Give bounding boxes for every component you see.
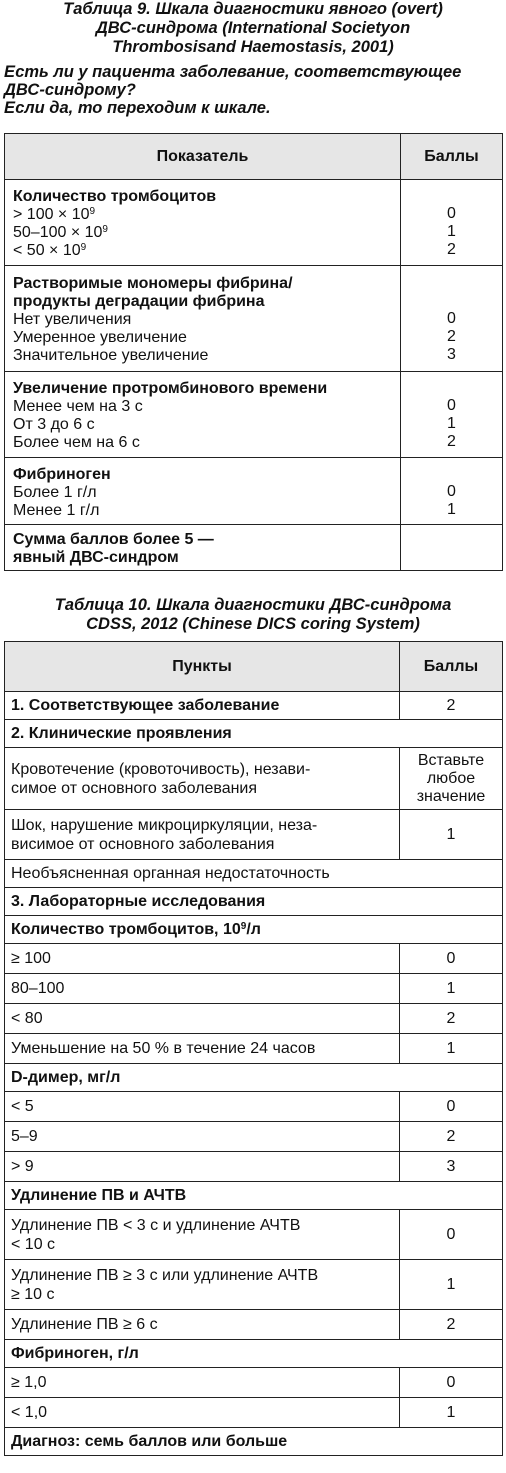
fibrinogen-r1: Более 1 г/л [13,483,97,501]
row-s3: 3. Лабораторные исследования [5,888,503,916]
row-dd-title: D-димер, мг/л [5,1064,503,1092]
platelets-title: Количество тромбоцитов [13,188,217,205]
pt-labels [5,372,401,458]
row-ptt-3: Удлинение ПВ ≥ 6 с 2 [5,1310,503,1340]
row-diagnosis: Диагноз: семь баллов или больше [5,1428,503,1456]
pt-r2: От 3 до 6 с [13,416,95,433]
question-line1: Есть ли у пациента заболевание, соответствующее [4,63,462,81]
row-fib-0: ≥ 1,0 0 [5,1368,503,1398]
platelets-r2: $50-100 \times 10^9$ [13,224,108,241]
platelets-r3: < $50 \times 10^9$ [13,242,87,259]
fibrin-title-1: Растворимые мономеры фибрина/ [13,275,293,292]
row-plt-1: 80–100 1 [5,974,503,1004]
table9-row-fibrin [5,266,503,372]
fibrin-labels [5,266,401,372]
row-ptt-title: Удлинение ПВ и АЧТВ [5,1182,503,1210]
table10-caption [0,596,506,634]
fibrin-scores: 0 2 3 [401,266,503,372]
pt-r3: Более чем на 6 с [13,434,140,451]
question-line2: ДВС-синдрому? [4,81,136,99]
fibrin-title-2: продукты деградации фибрина [13,293,265,310]
table9-header-points: Баллы [401,134,503,180]
row-plt-title: Количество тромбоцитов, $10^9/л$ [5,916,503,944]
sum-score [401,525,503,571]
fibrinogen-r2: Менее 1 г/л [13,501,100,519]
row-plt-0: ≥ 100 0 [5,944,503,974]
fibrin-r1: Нет увеличения [13,311,132,328]
row-s2: 2. Клинические проявления [5,720,503,748]
table9-row-sum [5,525,503,571]
table10-caption-line1: Таблица 10. Шкала диагностики ДВС-синдрома [54,596,452,614]
table9-row-platelets [5,180,503,266]
row-organ: Необъясненная органная недостаточность [5,860,503,888]
table9-caption-line1: Таблица 9. Шкала диагностики явного (overt) [63,0,443,18]
fibrin-r3: Значительное увеличение [13,347,209,364]
platelets-r1: > $100 \times 10^9$ [13,206,96,223]
row-bleeding: Кровотечение (кровоточивость), незави- симое от основного заболевания Вставьте любое значение [5,748,503,810]
table10-header-points: Баллы [400,642,503,692]
table9-caption [0,0,506,57]
fibrinogen-title: Фибриноген [13,465,111,483]
fibrinogen-scores: 0 1 [401,458,503,525]
platelets-labels [5,180,401,266]
table10-caption-line2: CDSS, 2012 (Chinese DICS coring System) [86,615,420,633]
row-fib-1: < 1,0 1 [5,1398,503,1428]
row-fib-title: Фибриноген, г/л [5,1340,503,1368]
fibrinogen-labels [5,458,401,525]
row-dd-0: < 5 0 [5,1092,503,1122]
table9-row-pt [5,372,503,458]
table10-header-items: Пункты [5,642,400,692]
pt-scores: 0 1 2 [401,372,503,458]
row-ptt-1: Удлинение ПВ < 3 с и удлинение АЧТВ < 10 с 0 [5,1210,503,1260]
table9-row-fibrinogen [5,458,503,525]
table9-question [0,63,506,117]
platelets-scores: 0 1 2 [401,180,503,266]
table10 [4,641,503,1456]
row-s1: 1. Соответствующее заболевание 2 [5,692,503,720]
table9-header-indicator: Показатель [5,134,401,180]
row-shock: Шок, нарушение микроциркуляции, неза- висимое от основного заболевания 1 [5,810,503,860]
pt-title: Увеличение протромбинового времени [13,380,328,397]
table9 [4,133,503,571]
row-plt-3: Уменьшение на 50 % в течение 24 часов 1 [5,1034,503,1064]
pt-r1: Менее чем на 3 с [13,398,143,415]
table9-caption-line3: Thrombosisand Haemostasis, 2001) [112,38,394,56]
row-plt-2: < 80 2 [5,1004,503,1034]
table9-caption-line2: ДВС-синдрома (International Societyon [95,19,411,37]
question-line3: Если да, то переходим к шкале. [4,99,271,117]
row-ptt-2: Удлинение ПВ ≥ 3 с или удлинение АЧТВ ≥ 10 с 1 [5,1260,503,1310]
fibrin-r2: Умеренное увеличение [13,329,187,346]
row-dd-2: > 9 3 [5,1152,503,1182]
sum-label: Сумма баллов более 5 — явный ДВС-синдром [5,525,401,571]
row-dd-1: 5–9 2 [5,1122,503,1152]
